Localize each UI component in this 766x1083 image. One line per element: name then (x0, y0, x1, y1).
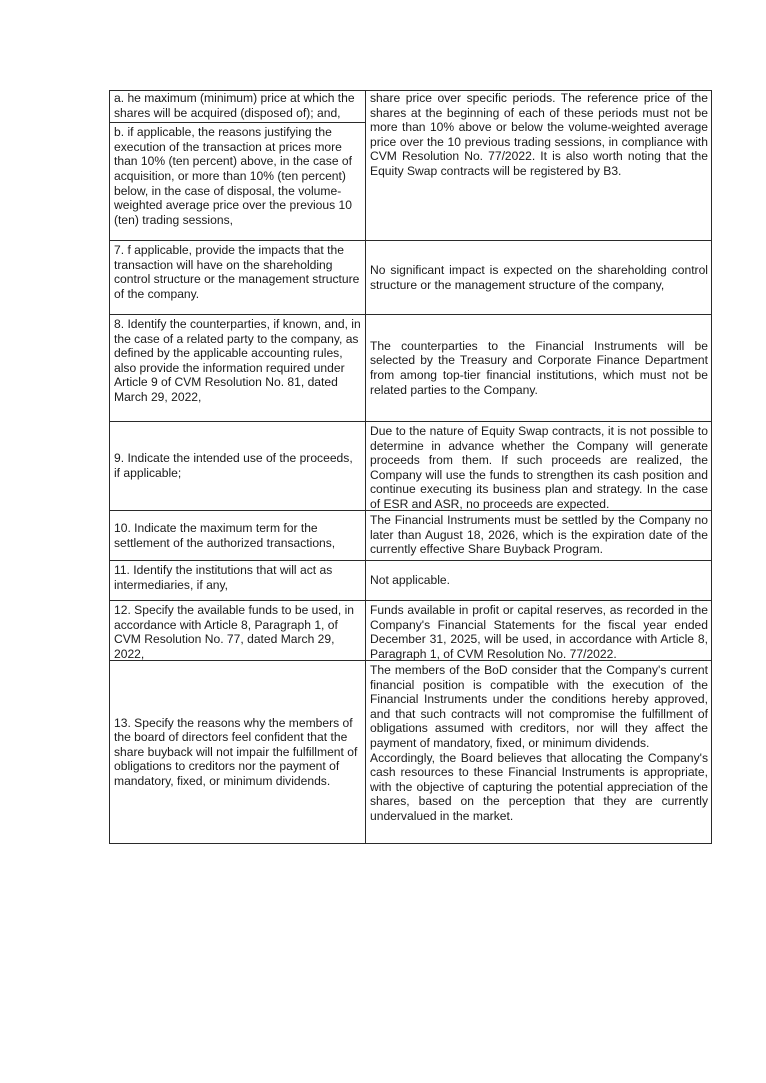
row-answer-cell: The Financial Instruments must be settled by the Company no later than August 18, 2026, which is the expiration date of the currently effective Share Buyback Program. (370, 513, 708, 557)
row-question-cell: 7. f applicable, provide the impacts that the transaction will have on the shareholding control structure or the management structure of the company. (110, 241, 366, 314)
row-question-cell: 12. Specify the available funds to be used, in accordance with Article 8, Paragraph 1, of CVM Resolution No. 77, dated March 29, 2022, (110, 601, 366, 660)
item-a-text: a. he maximum (minimum) price at which the shares will be acquired (disposed of); and, (114, 91, 355, 120)
row-question-cell (110, 91, 366, 240)
table-row (109, 240, 712, 314)
item-b-text: b. if applicable, the reasons justifying the execution of the transaction at prices more than 10% (ten percent) above, in the case of acquisition, or more than 10% (ten percent) below, in the case of disposal, the volume-weighted average price over the previous 10 (ten) trading sessions, (110, 122, 365, 227)
answer-text: No significant impact is expected on the shareholding control structure or the management structure of the company, (370, 262, 708, 292)
answer-text: The counterparties to the Financial Instruments will be selected by the Treasury and Corporate Finance Department from among top-tier financial institutions, which must not be related parties to the Company. (370, 338, 708, 397)
table-row (109, 90, 712, 240)
row-answer-cell (366, 315, 711, 421)
table-row (109, 421, 712, 510)
row-answer-cell (366, 241, 711, 314)
row-question-cell (110, 511, 366, 560)
row-question-cell: 11. Identify the institutions that will act as intermediaries, if any, (110, 561, 366, 600)
row-question-cell (110, 661, 366, 843)
row-answer-cell (366, 561, 711, 600)
disclosure-table (109, 90, 712, 844)
question-text: 13. Specify the reasons why the members of the board of directors feel confident that the share buyback will not impair the fulfillment of obligations to creditors nor the payment of mandatory, fixed, or minimum dividends. (114, 715, 358, 788)
table-row (109, 560, 712, 600)
table-row (109, 510, 712, 560)
row-answer-cell: share price over specific periods. The reference price of the shares at the beginning of each of these periods must not be more than 10% above or below the volume-weighted average price over the 10 previous trading sessions, in compliance with CVM Resolution No. 77/2022. It is also worth noting that the Equity Swap contracts will be registered by B3. (370, 91, 708, 178)
answer-text: Not applicable. (370, 573, 451, 588)
question-text: 9. Indicate the intended use of the proceeds, if applicable; (114, 451, 353, 480)
answer-paragraph-1: The members of the BoD consider that the Company's current financial position is compatible with the execution of the Financial Instruments under the conditions hereby approved, and that such contracts will not compromise the fulfillment of obligations assumed with creditors, nor will they affect the payment of mandatory, fixed, or minimum dividends. (370, 663, 708, 750)
row-question-cell (110, 422, 366, 510)
row-answer-cell: Due to the nature of Equity Swap contracts, it is not possible to determine in advance whether the Company will generate proceeds from them. If such proceeds are realized, the Company will use the funds to strengthen its cash position and continue executing its business plan and strategy. In the case of ESR and ASR, no proceeds are expected. (370, 424, 708, 511)
table-row (109, 600, 712, 660)
table-row (109, 660, 712, 844)
row-question-cell: 8. Identify the counterparties, if known, and, in the case of a related party to the company, as defined by the applicable accounting rules, also provide the information required under Article 9 of CVM Resolution No. 81, dated March 29, 2022, (110, 315, 366, 421)
row-answer-cell (366, 661, 711, 843)
table-row (109, 314, 712, 421)
row-answer-cell: Funds available in profit or capital reserves, as recorded in the Company's Financial Statements for the fiscal year ended December 31, 2025, will be used, in accordance with Article 8, Paragraph 1, of CVM Resolution No. 77/2022. (370, 603, 708, 661)
question-text: 10. Indicate the maximum term for the settlement of the authorized transactions, (114, 520, 336, 550)
answer-paragraph-2: Accordingly, the Board believes that allocating the Company's cash resources to these Financial Instruments is appropriate, with the objective of capturing the potential appreciation of the shares, based on the perception that they are currently undervalued in the market. (370, 750, 708, 823)
